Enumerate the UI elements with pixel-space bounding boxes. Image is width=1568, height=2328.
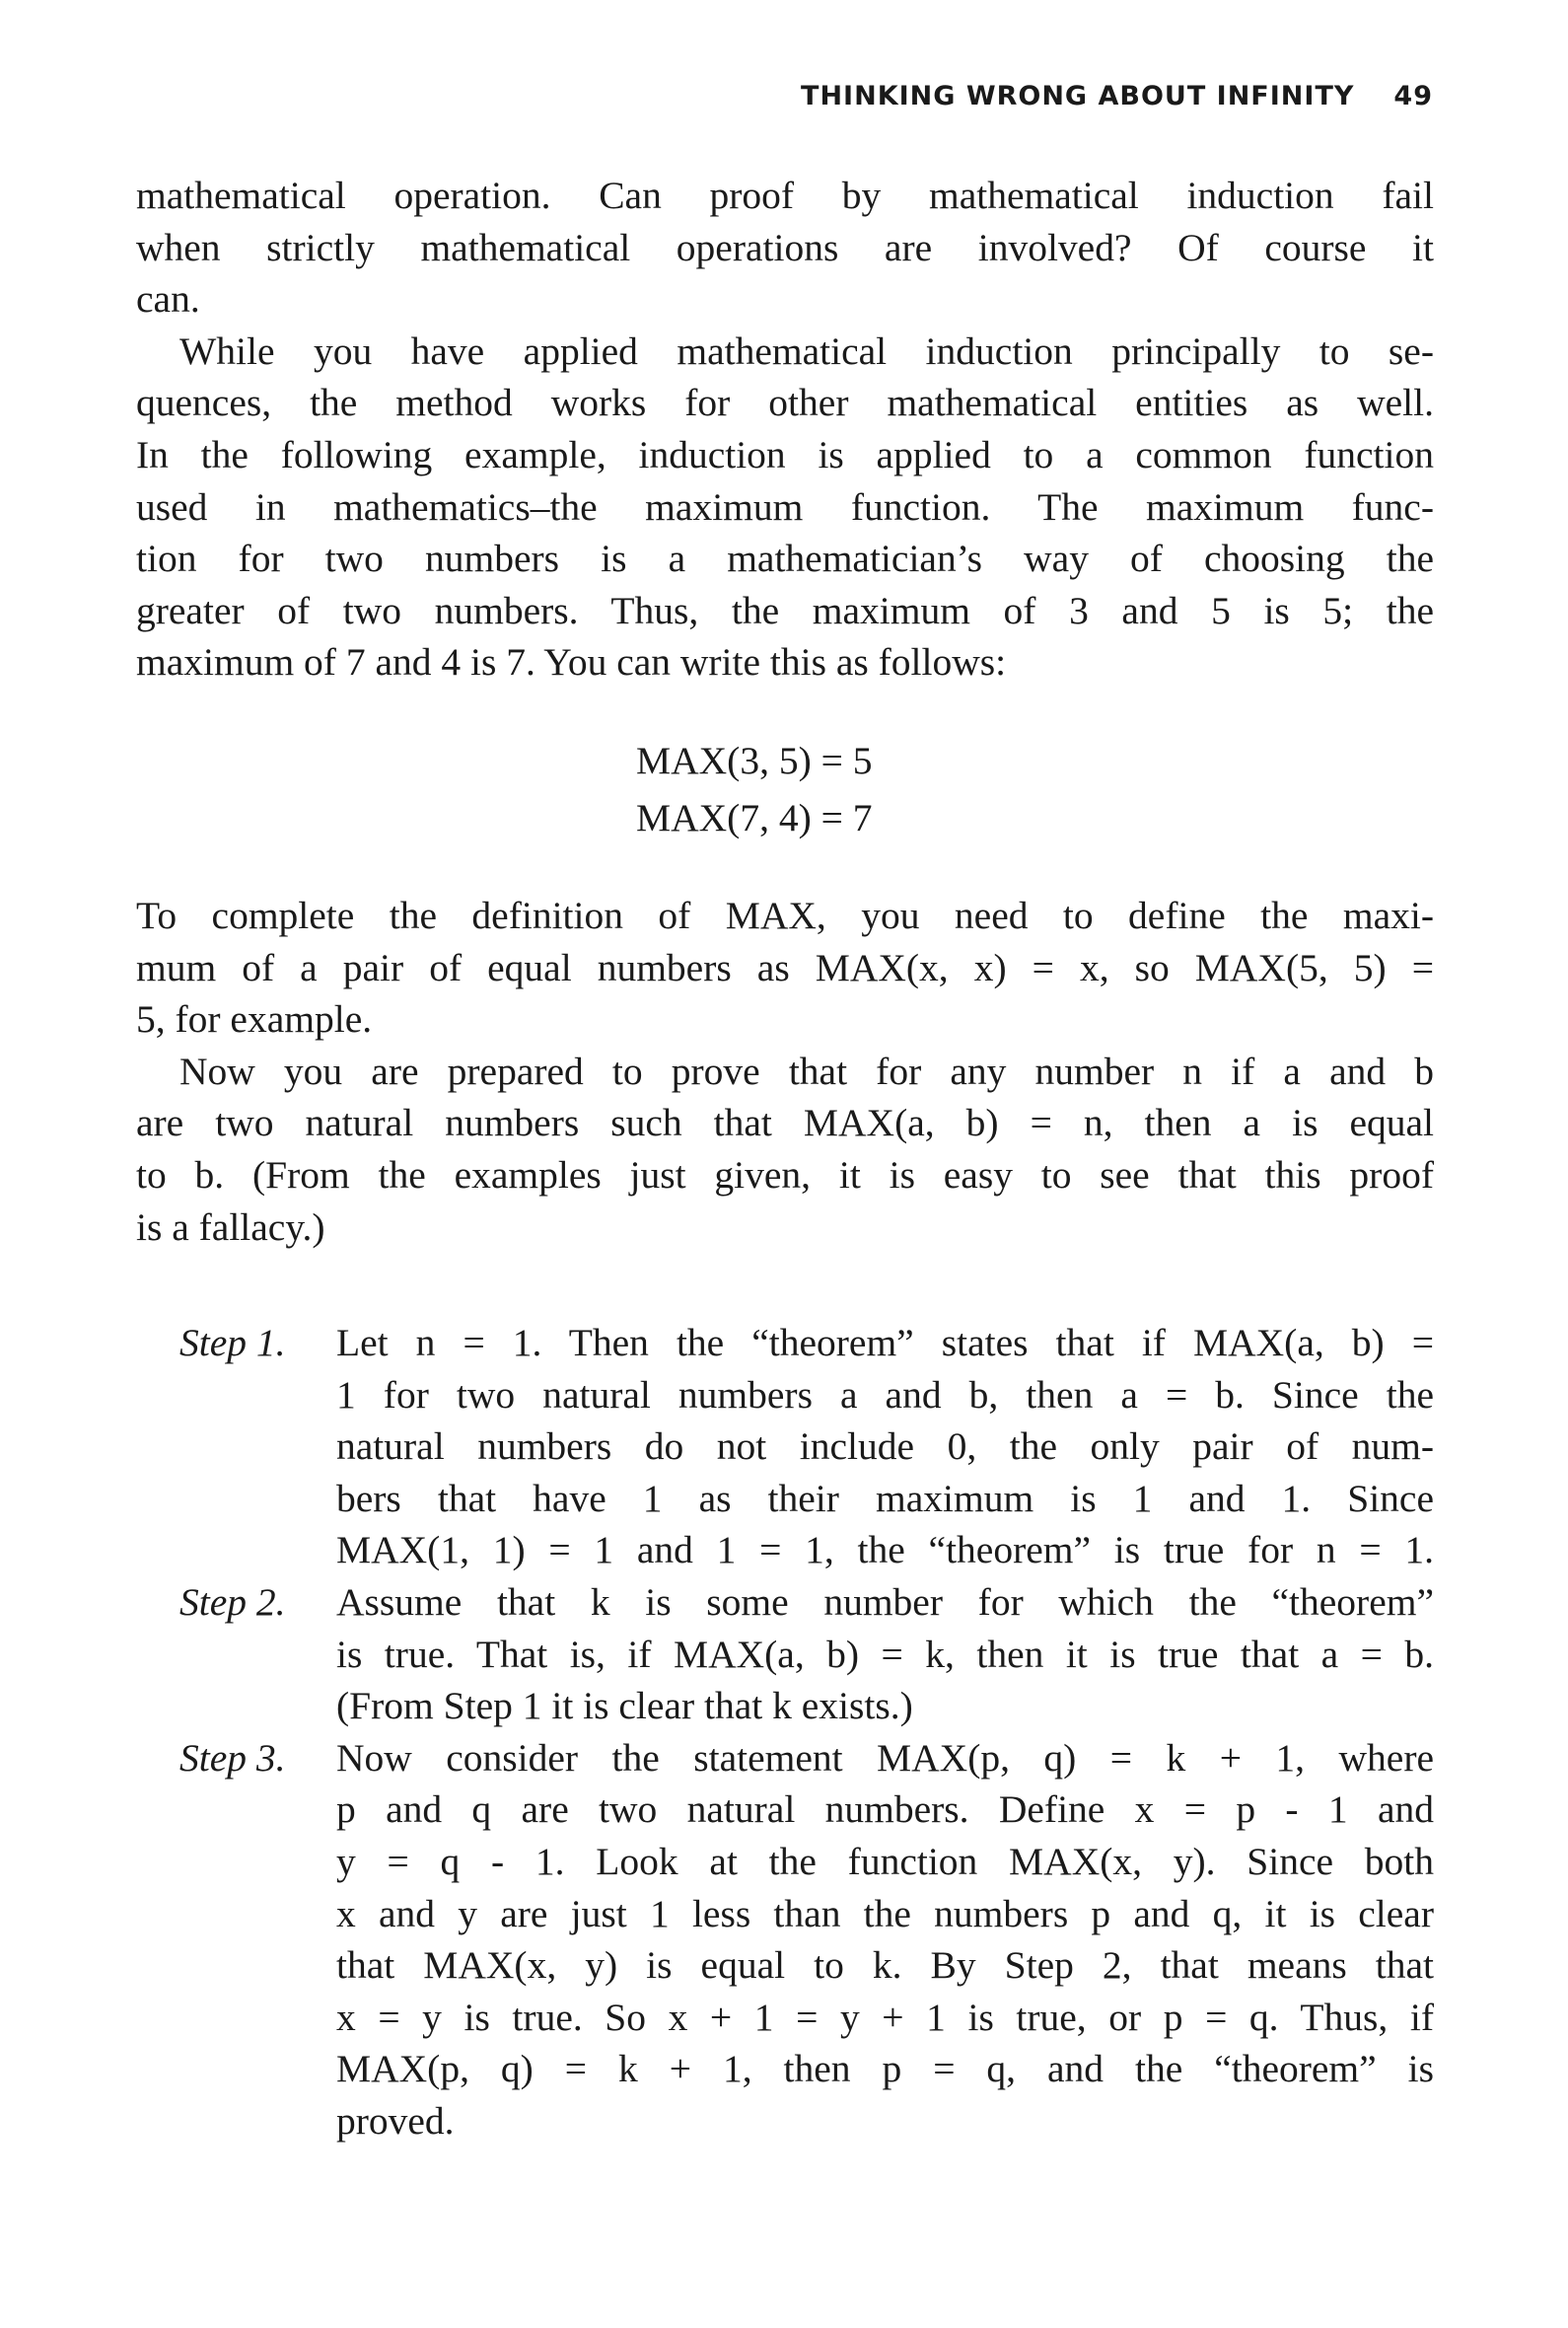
- step-3: [136, 1732, 1434, 2147]
- text-line: 5, for example.: [136, 997, 373, 1042]
- text-line: Now you are prepared to prove that for any number n if a and b: [179, 1049, 1434, 1093]
- text-line: that MAX(x, y) is equal to k. By Step 2, that means that: [336, 1943, 1434, 1988]
- text-line: bers that have 1 as their maximum is 1 and 1. Since: [336, 1476, 1434, 1520]
- text-line: tion for two numbers is a mathematician’s way of choosing the: [136, 537, 1434, 581]
- step-label: Step 1.: [179, 1321, 286, 1364]
- text-line: when strictly mathematical operations are involved? Of course it: [136, 225, 1434, 269]
- text-line: x and y are just 1 less than the numbers p and q, it is clear: [336, 1891, 1434, 1935]
- text-line: To complete the definition of MAX, you need to define the maxi-: [136, 893, 1434, 937]
- text-line: 1 for two natural numbers a and b, then a = b. Since the: [336, 1372, 1434, 1417]
- text-line: natural numbers do not include 0, the only pair of num-: [336, 1424, 1434, 1469]
- paragraph-4: [136, 1046, 1434, 1253]
- text-line: greater of two numbers. Thus, the maximum of 3 and 5 is 5; the: [136, 588, 1434, 632]
- paragraph-2: [136, 326, 1434, 689]
- step-body: [336, 1576, 1434, 1732]
- page-number: 49: [1393, 81, 1433, 111]
- paragraph-3: [136, 890, 1434, 1046]
- text-line: proved.: [336, 2098, 455, 2143]
- equation-block: [636, 732, 1434, 846]
- text-line: used in mathematics–the maximum function. The maximum func-: [136, 484, 1434, 529]
- text-line: to b. (From the examples just given, it is easy to see that this proof: [136, 1152, 1434, 1197]
- text-line: x = y is true. So x + 1 = y + 1 is true, or p = q. Thus, if: [336, 1995, 1434, 2039]
- text-line: While you have applied mathematical induction principally to se-: [179, 328, 1434, 373]
- text-line: Now consider the statement MAX(p, q) = k + 1, where: [336, 1735, 1434, 1780]
- body-text: [136, 170, 1434, 1253]
- text-line: is true. That is, if MAX(a, b) = k, then it is true that a = b.: [336, 1632, 1434, 1676]
- text-line: Let n = 1. Then the “theorem” states that if MAX(a, b) =: [336, 1321, 1434, 1364]
- proof-steps: [136, 1317, 1434, 2147]
- running-title: THINKING WRONG ABOUT INFINITY: [801, 81, 1355, 111]
- text-line: In the following example, induction is applied to a common function: [136, 432, 1434, 476]
- step-1: [136, 1317, 1434, 1576]
- text-line: quences, the method works for other mathematical entities as well.: [136, 381, 1434, 425]
- text-line: mum of a pair of equal numbers as MAX(x, x) = x, so MAX(5, 5) =: [136, 945, 1434, 989]
- step-label: Step 3.: [179, 1735, 286, 1780]
- text-line: Assume that k is some number for which the “theorem”: [336, 1579, 1434, 1624]
- text-line: (From Step 1 it is clear that k exists.): [336, 1684, 913, 1728]
- running-header: [801, 81, 1433, 111]
- equation: MAX(7, 4) = 7: [636, 795, 873, 839]
- equation: MAX(3, 5) = 5: [636, 738, 873, 782]
- paragraph-1: [136, 170, 1434, 326]
- text-line: MAX(1, 1) = 1 and 1 = 1, the “theorem” is true for n = 1.: [336, 1528, 1434, 1572]
- text-line: MAX(p, q) = k + 1, then p = q, and the “theorem” is: [336, 2047, 1434, 2091]
- text-line: y = q - 1. Look at the function MAX(x, y). Since both: [336, 1839, 1434, 1883]
- step-2: [136, 1576, 1434, 1732]
- step-body: [336, 1317, 1434, 1576]
- text-line: can.: [136, 277, 200, 322]
- text-line: p and q are two natural numbers. Define x = p - 1 and: [336, 1787, 1434, 1832]
- step-body: [336, 1732, 1434, 2147]
- text-line: are two natural numbers such that MAX(a, b) = n, then a is equal: [136, 1101, 1434, 1145]
- text-line: mathematical operation. Can proof by mathematical induction fail: [136, 174, 1434, 217]
- step-label: Step 2.: [179, 1579, 286, 1624]
- text-line: is a fallacy.): [136, 1204, 325, 1249]
- text-line: maximum of 7 and 4 is 7. You can write this as follows:: [136, 640, 1007, 685]
